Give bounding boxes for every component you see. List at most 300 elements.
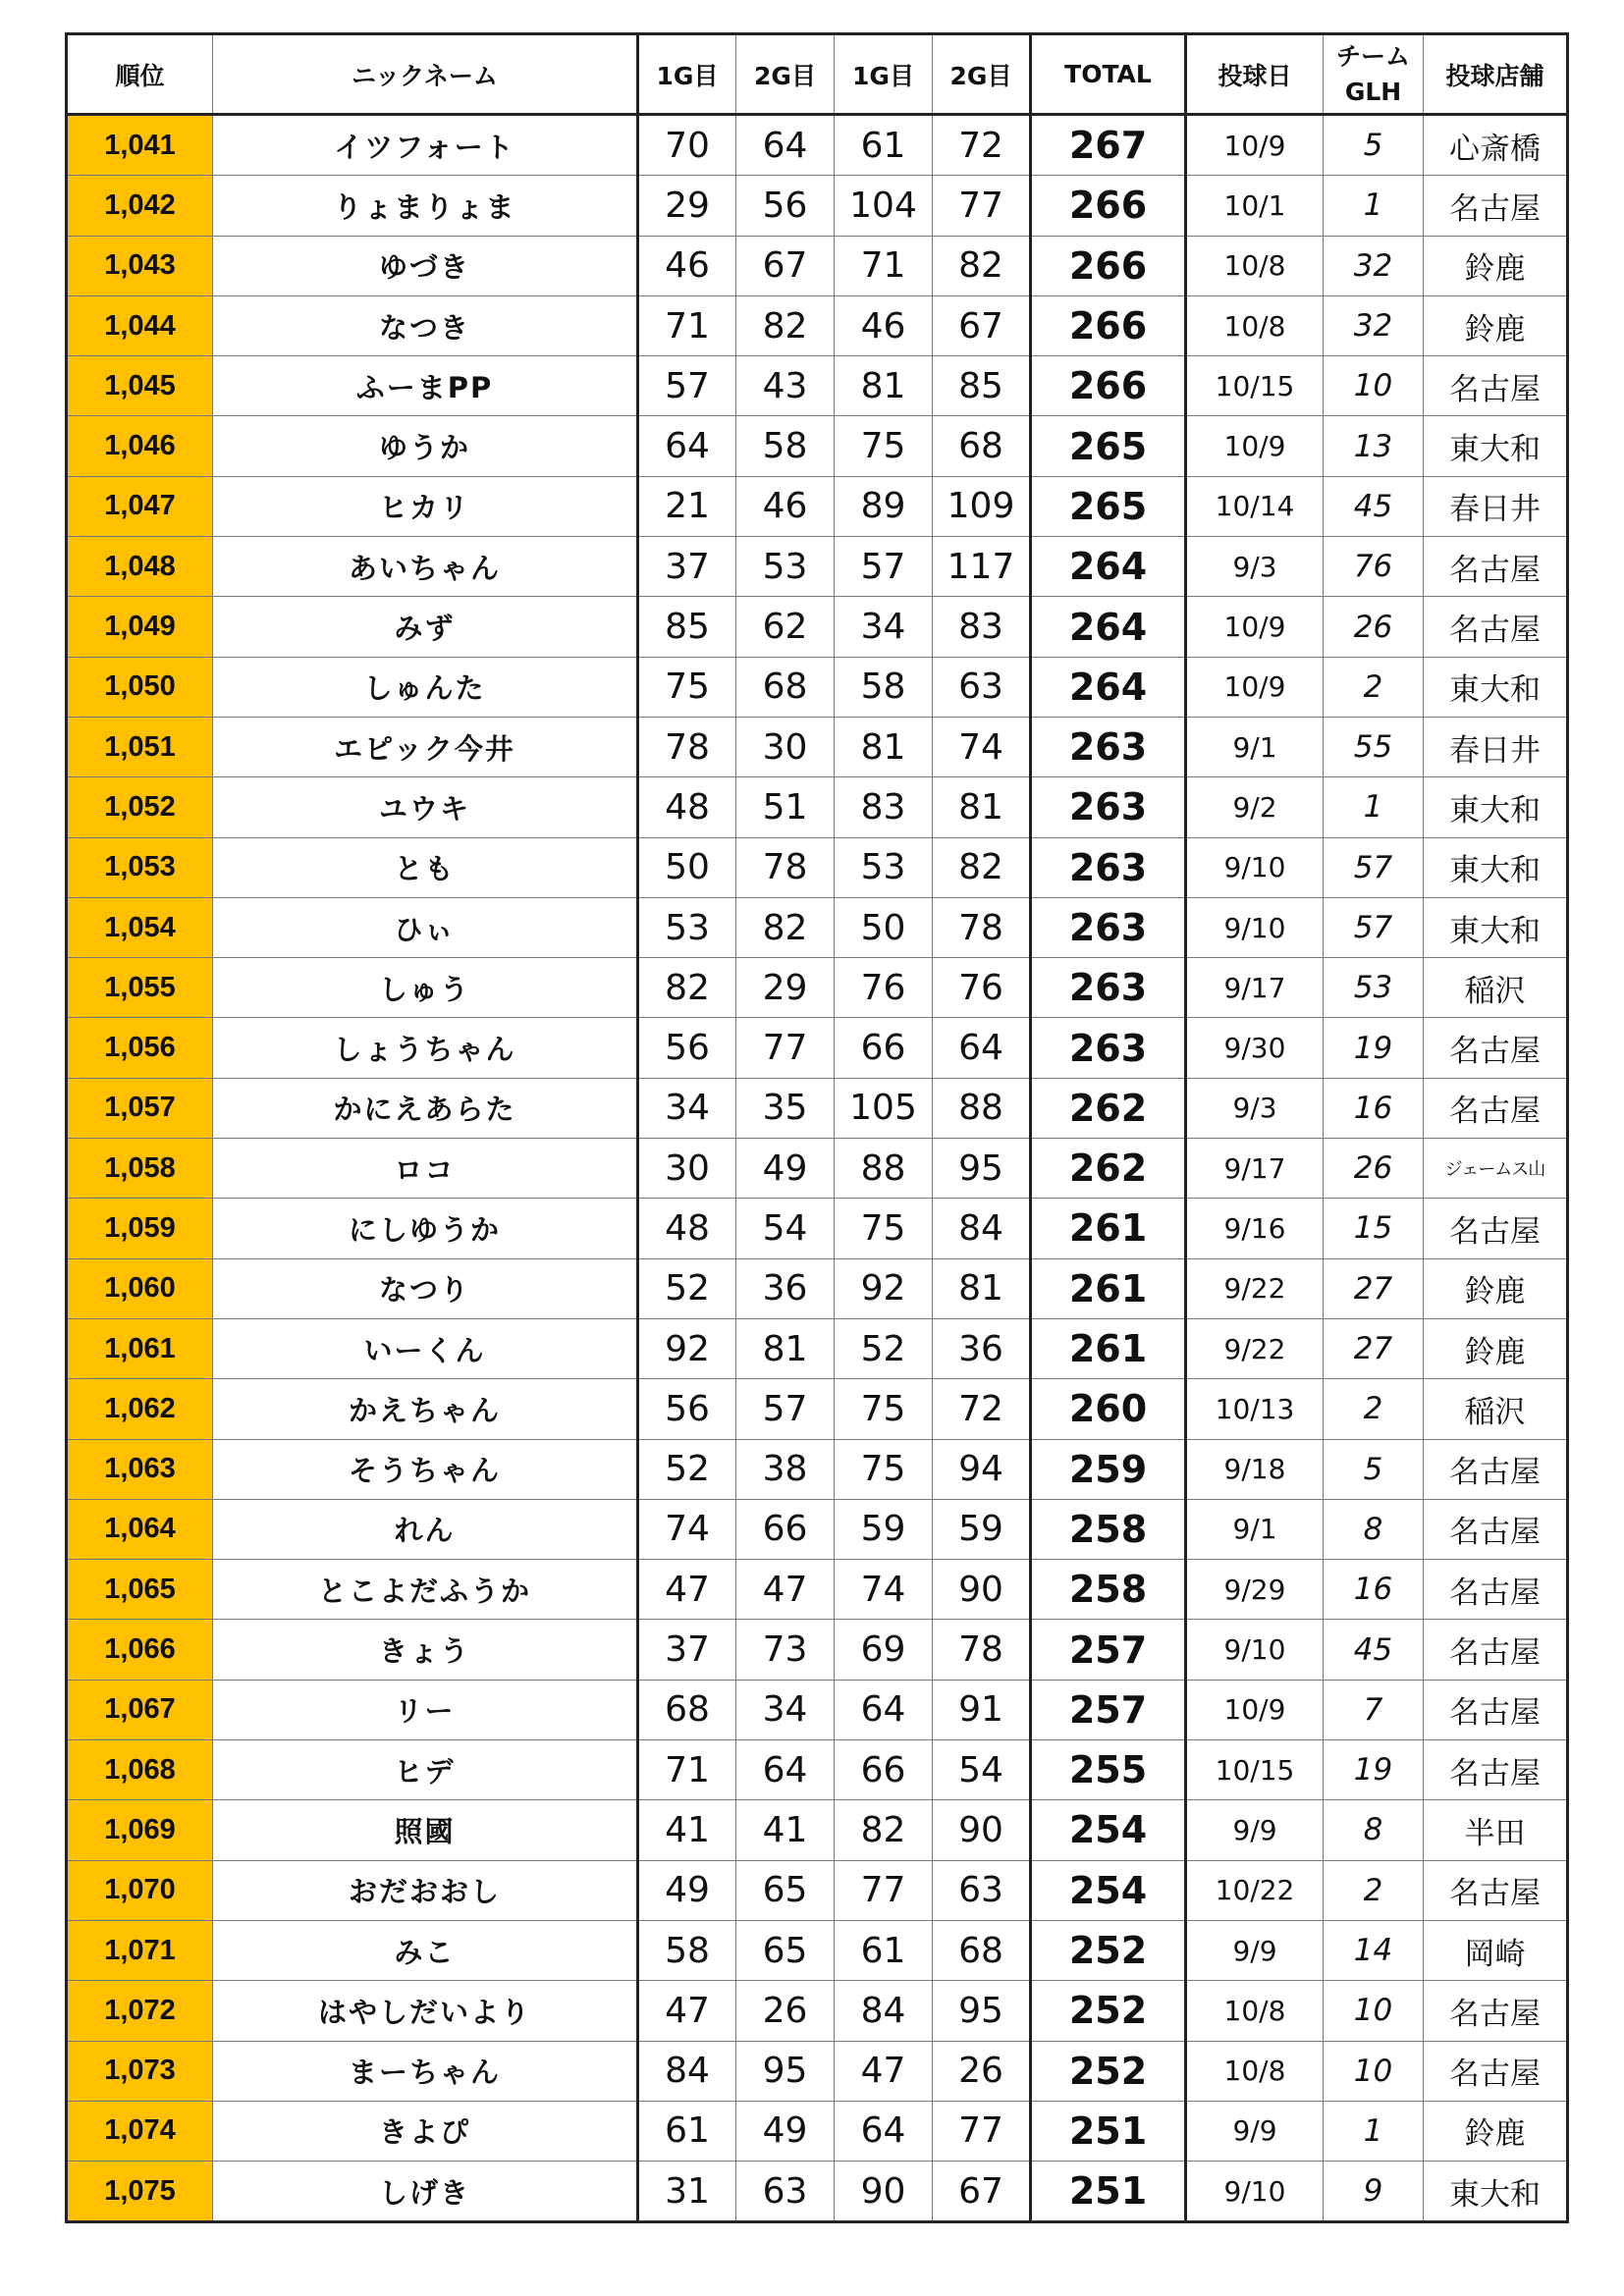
game2-first-cell: 41 bbox=[736, 1800, 835, 1860]
rank-cell: 1,054 bbox=[67, 897, 213, 957]
store-cell: 鈴鹿 bbox=[1424, 236, 1568, 295]
nickname-cell: エピック今井 bbox=[213, 717, 638, 776]
game2-second-cell: 63 bbox=[933, 657, 1031, 717]
total-cell: 262 bbox=[1031, 1078, 1186, 1138]
game2-first-cell: 46 bbox=[736, 476, 835, 536]
team-cell: 32 bbox=[1324, 236, 1424, 295]
team-cell: 14 bbox=[1324, 1920, 1424, 1980]
game1-second-cell: 64 bbox=[835, 1680, 933, 1739]
total-cell: 263 bbox=[1031, 897, 1186, 957]
team-cell: 16 bbox=[1324, 1078, 1424, 1138]
game2-first-cell: 62 bbox=[736, 597, 835, 657]
table-row bbox=[67, 1018, 1568, 1078]
total-cell: 254 bbox=[1031, 1800, 1186, 1860]
store-cell: 春日井 bbox=[1424, 717, 1568, 776]
game2-first-cell: 51 bbox=[736, 777, 835, 837]
table-row bbox=[67, 1981, 1568, 2041]
store-cell: 春日井 bbox=[1424, 476, 1568, 536]
team-cell: 1 bbox=[1324, 777, 1424, 837]
nickname-cell: にしゆうか bbox=[213, 1199, 638, 1258]
total-cell: 264 bbox=[1031, 537, 1186, 597]
game2-second-cell: 77 bbox=[933, 2101, 1031, 2161]
rank-cell: 1,057 bbox=[67, 1078, 213, 1138]
game1-second-cell: 66 bbox=[835, 1740, 933, 1800]
team-cell: 32 bbox=[1324, 295, 1424, 355]
team-cell: 9 bbox=[1324, 2162, 1424, 2222]
table-row bbox=[67, 295, 1568, 355]
total-cell: 252 bbox=[1031, 1920, 1186, 1980]
store-cell: 名古屋 bbox=[1424, 1439, 1568, 1499]
game2-second-cell: 88 bbox=[933, 1078, 1031, 1138]
store-cell: 岡崎 bbox=[1424, 1920, 1568, 1980]
game2-second-cell: 54 bbox=[933, 1740, 1031, 1800]
nickname-cell: かえちゃん bbox=[213, 1379, 638, 1439]
game2-first-cell: 54 bbox=[736, 1199, 835, 1258]
game2-first-cell: 64 bbox=[736, 115, 835, 176]
team-cell: 19 bbox=[1324, 1740, 1424, 1800]
rank-cell: 1,069 bbox=[67, 1800, 213, 1860]
game1-second-cell: 61 bbox=[835, 1920, 933, 1980]
header-nickname: ニックネーム bbox=[213, 34, 638, 115]
team-cell: 27 bbox=[1324, 1258, 1424, 1318]
game1-second-cell: 59 bbox=[835, 1499, 933, 1559]
game2-first-cell: 56 bbox=[736, 176, 835, 236]
date-cell: 10/9 bbox=[1186, 657, 1324, 717]
total-cell: 263 bbox=[1031, 958, 1186, 1018]
rank-cell: 1,058 bbox=[67, 1139, 213, 1199]
game1-second-cell: 74 bbox=[835, 1560, 933, 1620]
header-total: TOTAL bbox=[1031, 34, 1186, 115]
game1-second-cell: 82 bbox=[835, 1800, 933, 1860]
date-cell: 9/3 bbox=[1186, 537, 1324, 597]
nickname-cell: いーくん bbox=[213, 1318, 638, 1378]
rank-cell: 1,045 bbox=[67, 356, 213, 416]
game1-first-cell: 85 bbox=[638, 597, 736, 657]
rank-cell: 1,070 bbox=[67, 1860, 213, 1920]
header-game1-first: 1G目 bbox=[638, 34, 736, 115]
table-row bbox=[67, 115, 1568, 176]
total-cell: 252 bbox=[1031, 1981, 1186, 2041]
total-cell: 267 bbox=[1031, 115, 1186, 176]
nickname-cell: ゆづき bbox=[213, 236, 638, 295]
game2-first-cell: 35 bbox=[736, 1078, 835, 1138]
team-cell: 45 bbox=[1324, 476, 1424, 536]
store-cell: 名古屋 bbox=[1424, 2041, 1568, 2101]
game1-first-cell: 41 bbox=[638, 1800, 736, 1860]
team-cell: 1 bbox=[1324, 176, 1424, 236]
date-cell: 9/22 bbox=[1186, 1318, 1324, 1378]
total-cell: 266 bbox=[1031, 176, 1186, 236]
game1-second-cell: 58 bbox=[835, 657, 933, 717]
game2-second-cell: 83 bbox=[933, 597, 1031, 657]
nickname-cell: リー bbox=[213, 1680, 638, 1739]
total-cell: 261 bbox=[1031, 1258, 1186, 1318]
game2-second-cell: 72 bbox=[933, 115, 1031, 176]
team-cell: 2 bbox=[1324, 1860, 1424, 1920]
game2-second-cell: 81 bbox=[933, 1258, 1031, 1318]
store-cell: 名古屋 bbox=[1424, 1018, 1568, 1078]
game1-second-cell: 81 bbox=[835, 356, 933, 416]
date-cell: 10/14 bbox=[1186, 476, 1324, 536]
store-cell: 東大和 bbox=[1424, 416, 1568, 476]
table-row bbox=[67, 1499, 1568, 1559]
header-rank: 順位 bbox=[67, 34, 213, 115]
total-cell: 265 bbox=[1031, 476, 1186, 536]
store-cell: 鈴鹿 bbox=[1424, 1318, 1568, 1378]
game1-first-cell: 82 bbox=[638, 958, 736, 1018]
store-cell: 半田 bbox=[1424, 1800, 1568, 1860]
total-cell: 252 bbox=[1031, 2041, 1186, 2101]
game1-second-cell: 57 bbox=[835, 537, 933, 597]
date-cell: 10/9 bbox=[1186, 597, 1324, 657]
table-row bbox=[67, 897, 1568, 957]
table-row bbox=[67, 717, 1568, 776]
game1-first-cell: 47 bbox=[638, 1981, 736, 2041]
nickname-cell: みず bbox=[213, 597, 638, 657]
table-row bbox=[67, 1318, 1568, 1378]
game2-first-cell: 26 bbox=[736, 1981, 835, 2041]
game2-first-cell: 38 bbox=[736, 1439, 835, 1499]
game2-first-cell: 77 bbox=[736, 1018, 835, 1078]
game2-first-cell: 65 bbox=[736, 1920, 835, 1980]
game1-second-cell: 104 bbox=[835, 176, 933, 236]
date-cell: 10/9 bbox=[1186, 1680, 1324, 1739]
game1-first-cell: 75 bbox=[638, 657, 736, 717]
nickname-cell: かにえあらた bbox=[213, 1078, 638, 1138]
rank-cell: 1,072 bbox=[67, 1981, 213, 2041]
total-cell: 261 bbox=[1031, 1199, 1186, 1258]
game1-first-cell: 58 bbox=[638, 1920, 736, 1980]
game1-first-cell: 61 bbox=[638, 2101, 736, 2161]
game1-first-cell: 84 bbox=[638, 2041, 736, 2101]
table-row bbox=[67, 176, 1568, 236]
game1-second-cell: 75 bbox=[835, 1439, 933, 1499]
nickname-cell: ふーまPP bbox=[213, 356, 638, 416]
date-cell: 10/8 bbox=[1186, 2041, 1324, 2101]
team-cell: 10 bbox=[1324, 1981, 1424, 2041]
header-game1-second: 1G目 bbox=[835, 34, 933, 115]
store-cell: 名古屋 bbox=[1424, 1560, 1568, 1620]
store-cell: 東大和 bbox=[1424, 897, 1568, 957]
game2-second-cell: 67 bbox=[933, 295, 1031, 355]
date-cell: 9/22 bbox=[1186, 1258, 1324, 1318]
game2-first-cell: 29 bbox=[736, 958, 835, 1018]
team-cell: 10 bbox=[1324, 356, 1424, 416]
game1-first-cell: 52 bbox=[638, 1258, 736, 1318]
game2-first-cell: 65 bbox=[736, 1860, 835, 1920]
game2-first-cell: 53 bbox=[736, 537, 835, 597]
game1-first-cell: 56 bbox=[638, 1018, 736, 1078]
game2-first-cell: 63 bbox=[736, 2162, 835, 2222]
game1-second-cell: 75 bbox=[835, 416, 933, 476]
game1-second-cell: 52 bbox=[835, 1318, 933, 1378]
team-cell: 19 bbox=[1324, 1018, 1424, 1078]
total-cell: 263 bbox=[1031, 717, 1186, 776]
store-cell: 名古屋 bbox=[1424, 1680, 1568, 1739]
table-row bbox=[67, 597, 1568, 657]
date-cell: 9/9 bbox=[1186, 1800, 1324, 1860]
table-row bbox=[67, 837, 1568, 897]
total-cell: 266 bbox=[1031, 236, 1186, 295]
total-cell: 262 bbox=[1031, 1139, 1186, 1199]
game1-second-cell: 69 bbox=[835, 1620, 933, 1680]
game2-second-cell: 72 bbox=[933, 1379, 1031, 1439]
nickname-cell: ヒカリ bbox=[213, 476, 638, 536]
nickname-cell: みこ bbox=[213, 1920, 638, 1980]
game2-second-cell: 95 bbox=[933, 1139, 1031, 1199]
team-cell: 53 bbox=[1324, 958, 1424, 1018]
game2-first-cell: 30 bbox=[736, 717, 835, 776]
game1-second-cell: 105 bbox=[835, 1078, 933, 1138]
nickname-cell: はやしだいより bbox=[213, 1981, 638, 2041]
game2-second-cell: 117 bbox=[933, 537, 1031, 597]
game2-second-cell: 67 bbox=[933, 2162, 1031, 2222]
game2-second-cell: 76 bbox=[933, 958, 1031, 1018]
table-row bbox=[67, 1620, 1568, 1680]
game2-second-cell: 84 bbox=[933, 1199, 1031, 1258]
date-cell: 9/1 bbox=[1186, 717, 1324, 776]
game1-second-cell: 90 bbox=[835, 2162, 933, 2222]
table-row bbox=[67, 1560, 1568, 1620]
game1-second-cell: 64 bbox=[835, 2101, 933, 2161]
game1-first-cell: 52 bbox=[638, 1439, 736, 1499]
store-cell: 稲沢 bbox=[1424, 1379, 1568, 1439]
store-cell: 鈴鹿 bbox=[1424, 295, 1568, 355]
team-cell: 8 bbox=[1324, 1800, 1424, 1860]
rank-cell: 1,073 bbox=[67, 2041, 213, 2101]
header-date: 投球日 bbox=[1186, 34, 1324, 115]
header-row bbox=[67, 34, 1568, 115]
store-cell: 鈴鹿 bbox=[1424, 1258, 1568, 1318]
nickname-cell: ひぃ bbox=[213, 897, 638, 957]
total-cell: 251 bbox=[1031, 2162, 1186, 2222]
game1-first-cell: 48 bbox=[638, 777, 736, 837]
nickname-cell: きょう bbox=[213, 1620, 638, 1680]
game1-second-cell: 81 bbox=[835, 717, 933, 776]
store-cell: 名古屋 bbox=[1424, 1499, 1568, 1559]
game1-second-cell: 66 bbox=[835, 1018, 933, 1078]
store-cell: 稲沢 bbox=[1424, 958, 1568, 1018]
team-cell: 26 bbox=[1324, 1139, 1424, 1199]
team-cell: 45 bbox=[1324, 1620, 1424, 1680]
store-cell: 名古屋 bbox=[1424, 1620, 1568, 1680]
date-cell: 10/8 bbox=[1186, 1981, 1324, 2041]
table-row bbox=[67, 1680, 1568, 1739]
store-cell: 名古屋 bbox=[1424, 597, 1568, 657]
game1-first-cell: 30 bbox=[638, 1139, 736, 1199]
store-cell: 名古屋 bbox=[1424, 176, 1568, 236]
game2-first-cell: 67 bbox=[736, 236, 835, 295]
game2-first-cell: 49 bbox=[736, 2101, 835, 2161]
table-row bbox=[67, 2101, 1568, 2161]
table-row bbox=[67, 537, 1568, 597]
game1-first-cell: 49 bbox=[638, 1860, 736, 1920]
team-cell: 10 bbox=[1324, 2041, 1424, 2101]
store-cell: 名古屋 bbox=[1424, 1078, 1568, 1138]
table-row bbox=[67, 1139, 1568, 1199]
game2-first-cell: 82 bbox=[736, 295, 835, 355]
store-cell: 東大和 bbox=[1424, 657, 1568, 717]
store-cell: 鈴鹿 bbox=[1424, 2101, 1568, 2161]
total-cell: 257 bbox=[1031, 1680, 1186, 1739]
game1-second-cell: 61 bbox=[835, 115, 933, 176]
total-cell: 259 bbox=[1031, 1439, 1186, 1499]
date-cell: 9/17 bbox=[1186, 958, 1324, 1018]
nickname-cell: りょまりょま bbox=[213, 176, 638, 236]
total-cell: 264 bbox=[1031, 657, 1186, 717]
game2-second-cell: 59 bbox=[933, 1499, 1031, 1559]
date-cell: 9/2 bbox=[1186, 777, 1324, 837]
team-cell: 15 bbox=[1324, 1199, 1424, 1258]
game2-second-cell: 63 bbox=[933, 1860, 1031, 1920]
date-cell: 9/3 bbox=[1186, 1078, 1324, 1138]
game1-first-cell: 34 bbox=[638, 1078, 736, 1138]
total-cell: 263 bbox=[1031, 1018, 1186, 1078]
game2-second-cell: 64 bbox=[933, 1018, 1031, 1078]
rank-cell: 1,071 bbox=[67, 1920, 213, 1980]
rank-cell: 1,042 bbox=[67, 176, 213, 236]
date-cell: 10/1 bbox=[1186, 176, 1324, 236]
team-cell: 7 bbox=[1324, 1680, 1424, 1739]
game1-second-cell: 83 bbox=[835, 777, 933, 837]
rank-cell: 1,050 bbox=[67, 657, 213, 717]
header-store: 投球店舗 bbox=[1424, 34, 1568, 115]
game2-second-cell: 26 bbox=[933, 2041, 1031, 2101]
header-game2-second: 2G目 bbox=[933, 34, 1031, 115]
game1-second-cell: 47 bbox=[835, 2041, 933, 2101]
game1-first-cell: 70 bbox=[638, 115, 736, 176]
game2-second-cell: 78 bbox=[933, 1620, 1031, 1680]
nickname-cell: 照國 bbox=[213, 1800, 638, 1860]
game2-second-cell: 68 bbox=[933, 416, 1031, 476]
game1-first-cell: 29 bbox=[638, 176, 736, 236]
game1-first-cell: 21 bbox=[638, 476, 736, 536]
game1-first-cell: 92 bbox=[638, 1318, 736, 1378]
game1-first-cell: 74 bbox=[638, 1499, 736, 1559]
game2-second-cell: 90 bbox=[933, 1800, 1031, 1860]
rank-cell: 1,075 bbox=[67, 2162, 213, 2222]
table-row bbox=[67, 1379, 1568, 1439]
total-cell: 265 bbox=[1031, 416, 1186, 476]
team-cell: 13 bbox=[1324, 416, 1424, 476]
total-cell: 266 bbox=[1031, 295, 1186, 355]
rank-cell: 1,067 bbox=[67, 1680, 213, 1739]
date-cell: 9/16 bbox=[1186, 1199, 1324, 1258]
team-cell: 55 bbox=[1324, 717, 1424, 776]
game1-second-cell: 77 bbox=[835, 1860, 933, 1920]
game1-first-cell: 78 bbox=[638, 717, 736, 776]
date-cell: 9/9 bbox=[1186, 2101, 1324, 2161]
game2-first-cell: 73 bbox=[736, 1620, 835, 1680]
game2-second-cell: 95 bbox=[933, 1981, 1031, 2041]
nickname-cell: きよぴ bbox=[213, 2101, 638, 2161]
team-cell: 16 bbox=[1324, 1560, 1424, 1620]
table-row bbox=[67, 1258, 1568, 1318]
game1-second-cell: 50 bbox=[835, 897, 933, 957]
game1-first-cell: 31 bbox=[638, 2162, 736, 2222]
team-cell: 76 bbox=[1324, 537, 1424, 597]
team-cell: 57 bbox=[1324, 837, 1424, 897]
rank-cell: 1,047 bbox=[67, 476, 213, 536]
store-cell: 名古屋 bbox=[1424, 1740, 1568, 1800]
table-row bbox=[67, 1740, 1568, 1800]
game1-second-cell: 92 bbox=[835, 1258, 933, 1318]
date-cell: 9/9 bbox=[1186, 1920, 1324, 1980]
nickname-cell: ゆうか bbox=[213, 416, 638, 476]
team-cell: 2 bbox=[1324, 1379, 1424, 1439]
game2-second-cell: 94 bbox=[933, 1439, 1031, 1499]
total-cell: 257 bbox=[1031, 1620, 1186, 1680]
table-row bbox=[67, 2162, 1568, 2222]
game1-first-cell: 57 bbox=[638, 356, 736, 416]
game1-first-cell: 50 bbox=[638, 837, 736, 897]
total-cell: 263 bbox=[1031, 777, 1186, 837]
team-cell: 57 bbox=[1324, 897, 1424, 957]
game1-second-cell: 84 bbox=[835, 1981, 933, 2041]
game1-first-cell: 71 bbox=[638, 295, 736, 355]
rank-cell: 1,049 bbox=[67, 597, 213, 657]
table-row bbox=[67, 236, 1568, 295]
table-row bbox=[67, 1800, 1568, 1860]
store-cell: 東大和 bbox=[1424, 2162, 1568, 2222]
game2-second-cell: 90 bbox=[933, 1560, 1031, 1620]
nickname-cell: そうちゃん bbox=[213, 1439, 638, 1499]
table-row bbox=[67, 1920, 1568, 1980]
rank-cell: 1,063 bbox=[67, 1439, 213, 1499]
store-cell: 名古屋 bbox=[1424, 1860, 1568, 1920]
nickname-cell: なつき bbox=[213, 295, 638, 355]
rank-cell: 1,044 bbox=[67, 295, 213, 355]
game2-first-cell: 95 bbox=[736, 2041, 835, 2101]
total-cell: 254 bbox=[1031, 1860, 1186, 1920]
nickname-cell: とこよだふうか bbox=[213, 1560, 638, 1620]
team-cell: 2 bbox=[1324, 657, 1424, 717]
team-cell: 5 bbox=[1324, 1439, 1424, 1499]
game2-second-cell: 36 bbox=[933, 1318, 1031, 1378]
rank-cell: 1,059 bbox=[67, 1199, 213, 1258]
game1-first-cell: 37 bbox=[638, 537, 736, 597]
nickname-cell: しょうちゃん bbox=[213, 1018, 638, 1078]
game2-second-cell: 77 bbox=[933, 176, 1031, 236]
rank-cell: 1,053 bbox=[67, 837, 213, 897]
rank-cell: 1,066 bbox=[67, 1620, 213, 1680]
game1-second-cell: 71 bbox=[835, 236, 933, 295]
team-cell: 27 bbox=[1324, 1318, 1424, 1378]
game2-first-cell: 81 bbox=[736, 1318, 835, 1378]
store-cell: 名古屋 bbox=[1424, 356, 1568, 416]
nickname-cell: おだおおし bbox=[213, 1860, 638, 1920]
total-cell: 255 bbox=[1031, 1740, 1186, 1800]
game1-second-cell: 88 bbox=[835, 1139, 933, 1199]
rank-cell: 1,064 bbox=[67, 1499, 213, 1559]
nickname-cell: とも bbox=[213, 837, 638, 897]
store-cell: ジェームス山 bbox=[1424, 1139, 1568, 1199]
store-cell: 東大和 bbox=[1424, 777, 1568, 837]
game2-first-cell: 47 bbox=[736, 1560, 835, 1620]
game1-second-cell: 76 bbox=[835, 958, 933, 1018]
store-cell: 東大和 bbox=[1424, 837, 1568, 897]
game1-first-cell: 47 bbox=[638, 1560, 736, 1620]
table-row bbox=[67, 1199, 1568, 1258]
game2-first-cell: 58 bbox=[736, 416, 835, 476]
date-cell: 9/10 bbox=[1186, 897, 1324, 957]
game1-second-cell: 53 bbox=[835, 837, 933, 897]
game2-first-cell: 66 bbox=[736, 1499, 835, 1559]
game2-second-cell: 82 bbox=[933, 236, 1031, 295]
date-cell: 10/15 bbox=[1186, 1740, 1324, 1800]
game2-first-cell: 64 bbox=[736, 1740, 835, 1800]
team-cell: 1 bbox=[1324, 2101, 1424, 2161]
